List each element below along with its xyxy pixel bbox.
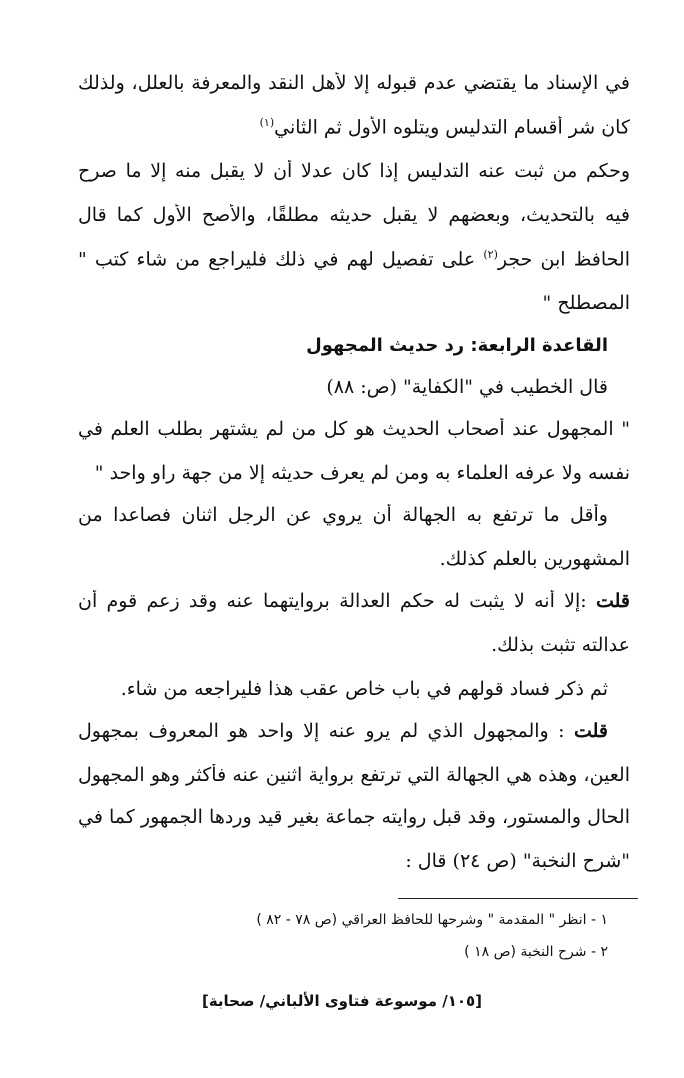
line-text: المشهورين بالعلم كذلك. bbox=[439, 548, 630, 570]
line-text: في الإسناد ما يقتضي عدم قبوله إلا لأهل النقد والمعرفة بالعلل، ولذلك bbox=[78, 72, 630, 94]
footnote-divider bbox=[398, 898, 638, 899]
body-line-17 bbox=[78, 764, 630, 786]
line-text: على تفصيل لهم في ذلك فليراجع من شاء كتب " bbox=[78, 248, 476, 271]
heading-text: القاعدة الرابعة: رد حديث المجهول bbox=[306, 335, 608, 356]
line-text: قال الخطيب في "الكفاية" (ص: ٨٨) bbox=[326, 376, 608, 398]
footnote-ref-2: (٢) bbox=[483, 248, 498, 261]
body-line-1 bbox=[78, 72, 630, 94]
body-line-8 bbox=[78, 376, 630, 398]
line-text: عدالته تثبت بذلك. bbox=[491, 634, 630, 656]
line-text: الحافظ ابن حجر bbox=[497, 248, 630, 271]
footnote-ref-1: (١) bbox=[259, 116, 275, 129]
body-line-9 bbox=[78, 418, 630, 440]
body-line-5 bbox=[78, 248, 630, 270]
body-line-6 bbox=[78, 292, 630, 314]
line-text: وأقل ما ترتفع به الجهالة أن يروي عن الرجل اثنان فصاعدا من bbox=[78, 504, 608, 526]
body-line-10 bbox=[78, 462, 630, 484]
body-line-14 bbox=[78, 634, 630, 656]
qultu-label: قلت bbox=[573, 720, 609, 742]
body-line-16 bbox=[78, 720, 630, 742]
body-line-3 bbox=[78, 160, 630, 182]
line-text: الحال والمستور، وقد قبل روايته جماعة بغير قيد وردها الجمهور كما في bbox=[78, 806, 630, 828]
qultu-label: قلت bbox=[595, 590, 630, 612]
page-footer: [١٠٥/ موسوعة فتاوى الألباني/ صحابة] bbox=[201, 992, 483, 1010]
footnote-2: ٢ - شرح النخبة (ص ١٨ ) bbox=[464, 944, 608, 960]
line-text: "شرح النخبة" (ص ٢٤) قال : bbox=[405, 850, 630, 872]
line-text: : والمجهول الذي لم يرو عنه إلا واحد هو المعروف بمجهول bbox=[78, 720, 565, 742]
line-text: العين، وهذه هي الجهالة التي ترتفع برواية اثنين عنه فأكثر وهو المجهول bbox=[78, 764, 630, 786]
line-text: " المجهول عند أصحاب الحديث هو كل من لم يشتهر بطلب العلم في bbox=[78, 418, 630, 440]
line-text: :إلا أنه لا يثبت له حكم العدالة بروايتهما عنه وقد زعم قوم أن bbox=[78, 590, 587, 612]
body-line-4 bbox=[78, 204, 630, 226]
line-text: وحكم من ثبت عنه التدليس إذا كان عدلا أن لا يقبل منه إلا ما صرح bbox=[78, 160, 630, 182]
body-line-18 bbox=[78, 806, 630, 828]
line-text: المصطلح " bbox=[542, 292, 630, 314]
line-text: كان شر أقسام التدليس ويتلوه الأول ثم الثاني bbox=[274, 116, 630, 139]
body-line-11 bbox=[78, 504, 630, 526]
body-line-15 bbox=[78, 678, 630, 700]
line-text: نفسه ولا عرفه العلماء به ومن لم يعرف حديثه إلا من جهة راو واحد " bbox=[94, 462, 630, 484]
line-text: ثم ذكر فساد قولهم في باب خاص عقب هذا فليراجعه من شاء. bbox=[120, 678, 608, 700]
body-line-13 bbox=[78, 590, 630, 612]
body-line-19 bbox=[78, 850, 630, 872]
body-line-2 bbox=[78, 116, 630, 138]
section-heading bbox=[78, 334, 630, 356]
footnote-1: ١ - انظر " المقدمة " وشرحها للحافظ العراقي (ص ٧٨ - ٨٢ ) bbox=[256, 912, 608, 928]
body-line-12 bbox=[78, 548, 630, 570]
line-text: فيه بالتحديث، وبعضهم لا يقبل حديثه مطلقًا، والأصح الأول كما قال bbox=[78, 204, 630, 226]
